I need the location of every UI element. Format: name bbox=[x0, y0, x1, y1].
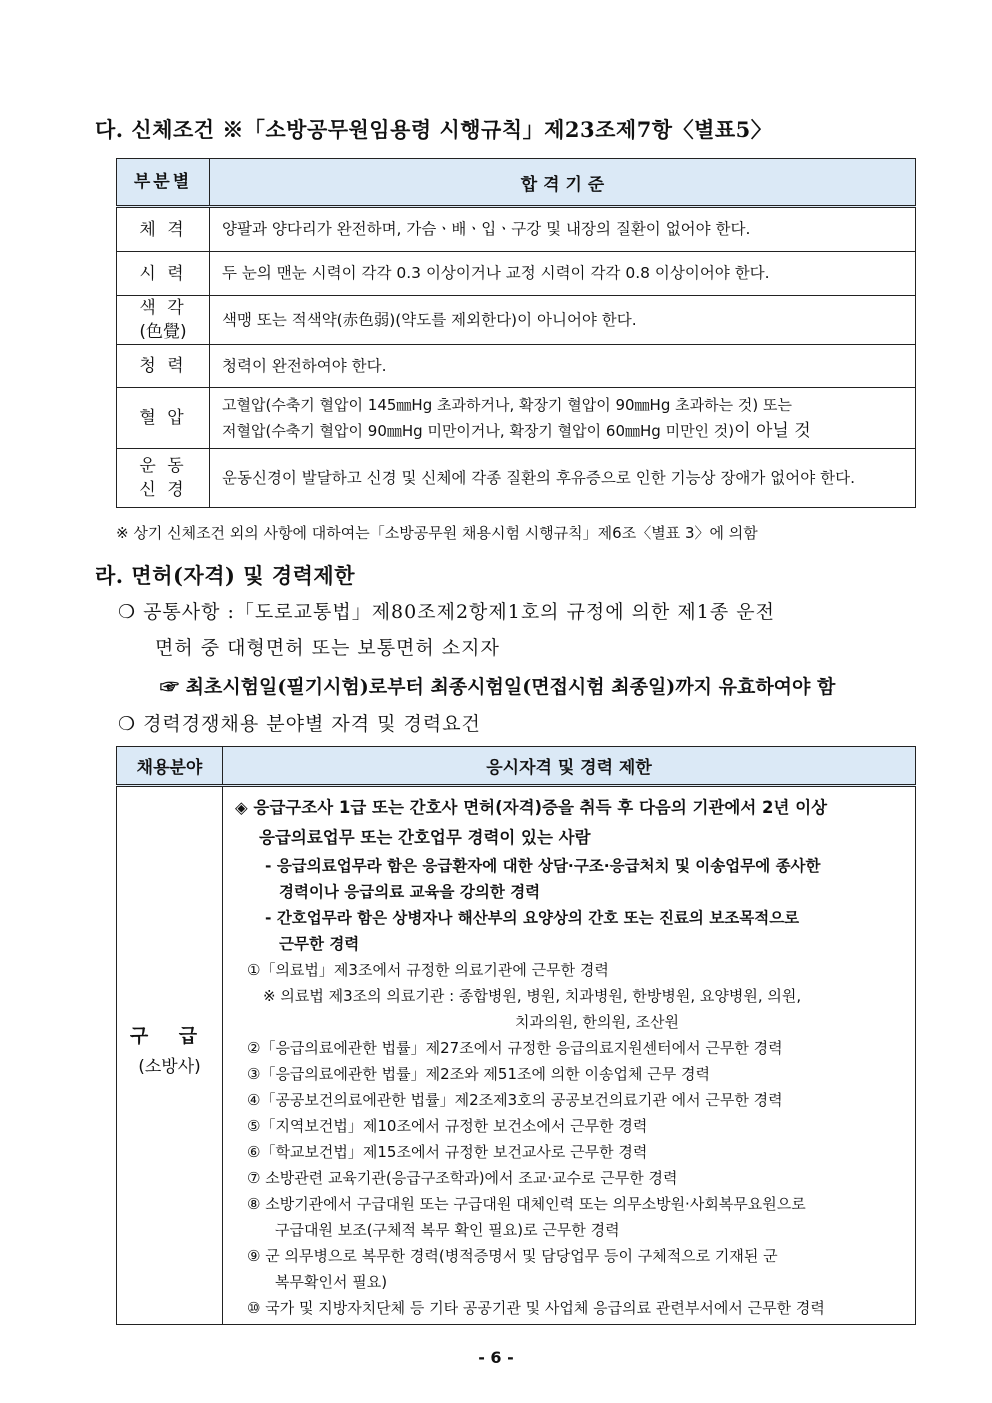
main-line: ◈ 응급구조사 1급 또는 간호사 면허(자격)증을 취득 후 다음의 기관에서 2년 이상 bbox=[235, 798, 828, 817]
list-item: ⑦ 소방관련 교육기관(응급구조학과)에서 조교·교수로 근무한 경력 bbox=[247, 1169, 678, 1187]
row-category: 시 력 bbox=[117, 252, 210, 296]
main-qualification bbox=[235, 793, 905, 853]
row-criteria: 양팔과 양다리가 완전하며, 가슴ㆍ배ㆍ입ㆍ구강 및 내장의 질환이 없어야 한다. bbox=[210, 207, 916, 252]
table-header-row bbox=[117, 159, 916, 207]
list-item bbox=[235, 1191, 905, 1243]
common-requirement-line1: ❍ 공통사항 :「도로교통법」제80조제2항제1호의 규정에 의한 제1종 운전 bbox=[118, 601, 775, 623]
career-requirements-title: ❍ 경력경쟁채용 분야별 자격 및 경력요건 bbox=[118, 713, 481, 735]
header-qualification: 응시자격 및 경력 제한 bbox=[223, 747, 916, 786]
note-line: 치과의원, 한의원, 조산원 bbox=[515, 1013, 679, 1031]
definition-line: 경력이나 응급의료 교육을 강의한 경력 bbox=[279, 883, 541, 901]
table-row bbox=[117, 345, 916, 388]
list-item: ⑤「지역보건법」제10조에서 규정한 보건소에서 근무한 경력 bbox=[247, 1117, 648, 1135]
table-row bbox=[117, 786, 916, 1325]
definition-line: 근무한 경력 bbox=[279, 935, 360, 953]
list-item: ⑥「학교보건법」제15조에서 규정한 보건교사로 근무한 경력 bbox=[247, 1143, 648, 1161]
row-category bbox=[117, 449, 210, 508]
row-criteria: 청력이 완전하여야 한다. bbox=[210, 345, 916, 388]
list-item: ①「의료법」제3조에서 규정한 의료기관에 근무한 경력 bbox=[247, 961, 609, 979]
qualification-cell bbox=[223, 786, 916, 1325]
row-category: 청 력 bbox=[117, 345, 210, 388]
category-sub: (色覺) bbox=[139, 322, 187, 342]
row-criteria: 두 눈의 맨눈 시력이 각각 0.3 이상이거나 교정 시력이 각각 0.8 이상이어야 한다. bbox=[210, 252, 916, 296]
main-line: 응급의료업무 또는 간호업무 경력이 있는 사람 bbox=[259, 828, 591, 847]
field-cell bbox=[117, 786, 223, 1325]
row-criteria bbox=[210, 388, 916, 449]
item-line: ⑧ 소방기관에서 구급대원 또는 구급대원 대체인력 또는 의무소방원·사회복무요원으로 bbox=[247, 1195, 806, 1213]
list-item: ③「응급의료에관한 법률」제2조와 제51조에 의한 이송업체 근무 경력 bbox=[247, 1065, 710, 1083]
page-number: - 6 - bbox=[478, 1348, 514, 1367]
section-da-heading bbox=[95, 114, 772, 144]
criteria-line: 고혈압(수축기 혈압이 145㎜Hg 초과하거나, 확장기 혈압이 90㎜Hg 초과하는 것) 또는 bbox=[222, 396, 792, 414]
definition-emergency bbox=[235, 853, 905, 905]
row-category: 체 격 bbox=[117, 207, 210, 252]
category-main: 운 동 bbox=[139, 456, 187, 476]
item-line: 복무확인서 필요) bbox=[275, 1273, 388, 1291]
common-requirement-line2: 면허 중 대형면허 또는 보통면허 소지자 bbox=[155, 637, 500, 659]
row-criteria: 운동신경이 발달하고 신경 및 신체에 각종 질환의 후유증으로 인한 기능상 장애가 없어야 한다. bbox=[210, 449, 916, 508]
table-row bbox=[117, 449, 916, 508]
definition-nursing bbox=[235, 905, 905, 957]
table-header-row bbox=[117, 747, 916, 786]
table-row bbox=[117, 296, 916, 345]
section-da-reference: ※「소방공무원임용령 시행규칙」제23조제7항〈별표5〉 bbox=[222, 117, 773, 142]
table-row bbox=[117, 388, 916, 449]
header-category: 부분별 bbox=[117, 159, 210, 207]
section-ra-heading: 라. 면허(자격) 및 경력제한 bbox=[95, 563, 355, 588]
career-requirements-table bbox=[116, 746, 916, 1325]
physical-criteria-table bbox=[116, 158, 916, 508]
validity-note: ☞ 최초시험일(필기시험)로부터 최종시험일(면접시험 최종일)까지 유효하여야 함 bbox=[160, 676, 836, 698]
field-rank: (소방사) bbox=[138, 1057, 201, 1077]
criteria-tail: 이 아닐 것 bbox=[734, 421, 811, 441]
list-item bbox=[235, 1243, 905, 1295]
table-row bbox=[117, 252, 916, 296]
definition-line: - 간호업무라 함은 상병자나 해산부의 요양상의 간호 또는 진료의 보조목적으로 bbox=[265, 909, 800, 927]
field-name: 구 급 bbox=[129, 1025, 210, 1047]
row-category: 혈 압 bbox=[117, 388, 210, 449]
item-line: 구급대원 보조(구체적 복무 확인 필요)로 근무한 경력 bbox=[275, 1221, 620, 1239]
header-criteria: 합 격 기 준 bbox=[210, 159, 916, 207]
list-item: ⑩ 국가 및 지방자치단체 등 기타 공공기관 및 사업체 응급의료 관련부서에서 근무한 경력 bbox=[247, 1299, 825, 1317]
medical-institution-note bbox=[235, 983, 905, 1035]
table-row bbox=[117, 207, 916, 252]
criteria-line: 저혈압(수축기 혈압이 90㎜Hg 미만이거나, 확장기 혈압이 60㎜Hg 미만인 것) bbox=[222, 422, 735, 440]
physical-note: ※ 상기 신체조건 외의 사항에 대하여는「소방공무원 채용시험 시행규칙」제6조〈별표 3〉에 의함 bbox=[116, 524, 758, 542]
section-da-label: 다. 신체조건 bbox=[95, 117, 215, 142]
category-sub: 신 경 bbox=[139, 480, 187, 500]
definition-line: - 응급의료업무라 함은 응급환자에 대한 상담·구조·응급처치 및 이송업무에 종사한 bbox=[265, 857, 821, 875]
list-item: ④「공공보건의료에관한 법률」제2조제3호의 공공보건의료기관 에서 근무한 경력 bbox=[247, 1091, 783, 1109]
row-criteria: 색맹 또는 적색약(赤色弱)(약도를 제외한다)이 아니어야 한다. bbox=[210, 296, 916, 345]
row-category bbox=[117, 296, 210, 345]
note-line: ※ 의료법 제3조의 의료기관 : 종합병원, 병원, 치과병원, 한방병원, 요양병원, 의원, bbox=[263, 987, 802, 1005]
header-field: 채용분야 bbox=[117, 747, 223, 786]
category-main: 색 각 bbox=[139, 298, 187, 318]
item-line: ⑨ 군 의무병으로 복무한 경력(병적증명서 및 담당업무 등이 구체적으로 기재된 군 bbox=[247, 1247, 778, 1265]
list-item: ②「응급의료에관한 법률」제27조에서 규정한 응급의료지원센터에서 근무한 경력 bbox=[247, 1039, 783, 1057]
